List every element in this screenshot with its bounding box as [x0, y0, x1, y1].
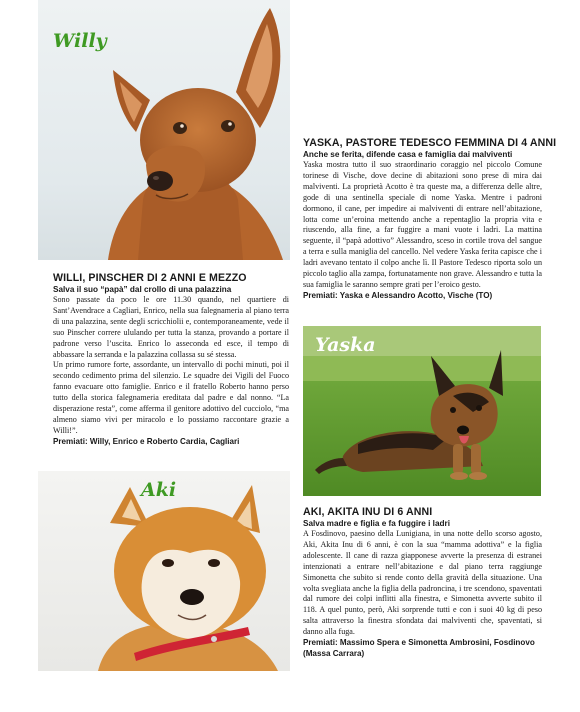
akita-illustration [38, 471, 290, 671]
article-paragraph: Un primo rumore forte, assordante, un intervallo di pochi minuti, poi il secondo cedimento prima del silenzio. Le squadre dei Vigili del Fuoco fanno evacuare otto famiglie. Enrico e il fratello Roberto hanno perso tutto della storica falegnameria ereditata dal padre e dal nonno. “La disperazione resta”, come afferma il genitore adottivo del cucciolo, “ma almeno siamo vivi per miracolo e lo possiamo raccontare grazie a Willi!”. [53, 360, 289, 435]
article-body [303, 529, 542, 638]
article-aki [303, 506, 542, 660]
article-body [303, 160, 542, 291]
article-prize: Premiati: Yaska e Alessandro Acotto, Vische (TO) [303, 290, 493, 300]
article-heading: WILLI, PINSCHER DI 2 ANNI E MEZZO [53, 272, 247, 284]
article-prize: Premiati: Willy, Enrico e Roberto Cardia, Cagliari [53, 436, 240, 446]
willy-photo [38, 0, 290, 260]
article-paragraph: Yaska mostra tutto il suo straordinario coraggio nel piccolo Comune torinese di Vische, dove decine di abitazioni sono prese di mira dai malviventi. La proprietà Acotto è tra queste ma, a differenza delle altre, gode di una sentinella speciale di nome Yaska. Mentre i padroni dormono, il cane, per impedire ai malviventi di entrare nell’abitazione, lotta come un’eroina mettendo anche a repentaglio la propria vita e riuscendo, alla fine, a far fuggire a mani vuote i ladri. La mattina seguente, il “papà adottivo” Alessandro, sceso in cortile trova del sangue a terra e sulla maniglia del cancello. Nel vedere Yaska ferita capisce che i ladri avevano tentato il colpo anche lì. Il Pastore Tedesco riporta solo un piccolo taglio alla zampa, fortunatamente non grave. Alessandro e tutta la sua famiglia le saranno sempre grati per l’eroico gesto. [303, 160, 542, 289]
article-yaska [303, 137, 557, 302]
article-subheading: Salva il suo “papà” dal crollo di una palazzina [53, 285, 232, 294]
article-subheading: Salva madre e figlia e fa fuggire i ladri [303, 519, 450, 528]
article-paragraph: A Fosdinovo, paesino della Lunigiana, in una notte dello scorso agosto, Aki, Akita Inu di 6 anni, è con la sua “mamma adottiva” e la figlia adolescente. Il cane di razza giapponese avverte la presenza di estranei intenzionati a entrare nell’abitazione e dal piano terra raggiunge Simonetta che subito si rende conto della gravità della situazione. Una volta svegliata anche la figlia della padroncina, i tre scendono, spaventati dal rumore dei colpi inflitti alla finestra, e Simonetta avverte subito il 118. A quel punto, però, Aki sorprende tutti e con i suoi 40 kg di peso salta attraverso la finestra sfondata dai malviventi che, spaventati, si danno alla fuga. [303, 529, 542, 637]
photo-label-willy: Willy [53, 30, 107, 52]
photo-label-aki: Aki [141, 479, 177, 501]
photo-label-yaska: Yaska [315, 334, 376, 356]
article-heading: AKI, AKITA INU DI 6 ANNI [303, 506, 433, 518]
yaska-photo [303, 326, 541, 496]
aki-photo [38, 471, 290, 671]
article-willi [53, 272, 289, 448]
article-body [53, 295, 289, 437]
article-prize: Premiati: Massimo Spera e Simonetta Ambrosini, Fosdinovo (Massa Carrara) [303, 638, 535, 658]
article-paragraph: Sono passate da poco le ore 11.30 quando, nel quartiere di Sant’Avendrace a Cagliari, Enrico, nella sua falegnameria al piano terra di una palazzina, sente degli scricchiolii e, contemporaneamente, vede il suo Pinscher correre ululando per tutta la stanza, provando a portare il padrone verso l’uscita. Enrico lo asseconda ed esce, il tempo di abbassare la serranda e la palazzina collassa su sé stessa. [53, 295, 289, 359]
article-heading: YASKA, PASTORE TEDESCO FEMMINA DI 4 ANNI [303, 137, 557, 149]
article-subheading: Anche se ferita, difende casa e famiglia dai malviventi [303, 150, 513, 159]
